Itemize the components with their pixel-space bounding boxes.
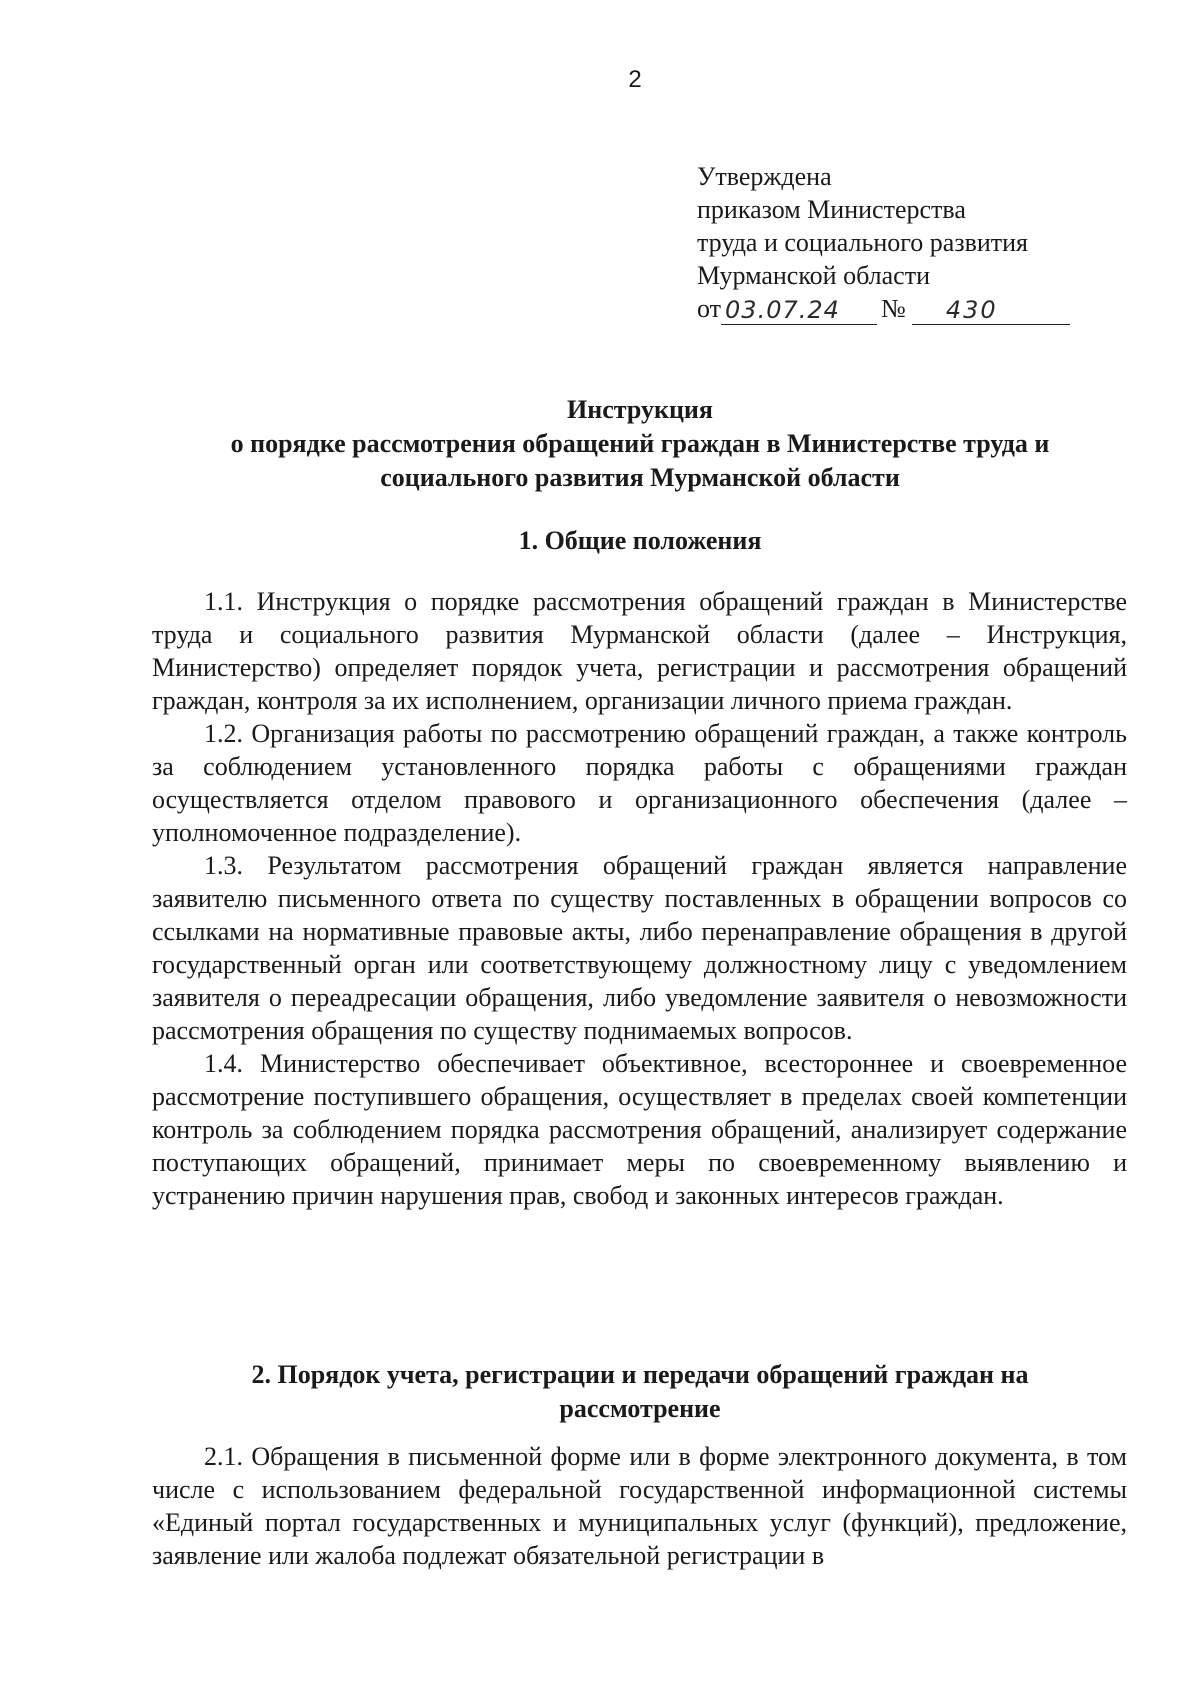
title-line: социального развития Мурманской области [380,463,900,492]
section-2-heading-line: 2. Порядок учета, регистрации и передачи обращений граждан на [251,1360,1029,1389]
approval-line: Мурманской области [697,261,930,290]
approval-stamp-block [697,160,1070,325]
date-prefix: от [697,294,722,323]
handwritten-date: 03.07.24 [721,296,877,325]
document-title [150,393,1130,495]
approval-line: Утверждена [697,162,832,191]
approval-line: приказом Министерства [697,195,966,224]
paragraph-1-1: 1.1. Инструкция о порядке рассмотрения обращений граждан в Министерстве труда и социального развития Мурманской области (далее – Инструкция, Министерство) определяет порядок учета, регистрации и рассмотрения обращений граждан, контроля за их исполнением, организации личного приема граждан. [152,587,1127,715]
paragraph-1-4: 1.4. Министерство обеспечивает объективное, всестороннее и своевременное рассмотрение поступившего обращения, осуществляет в пределах своей компетенции контроль за соблюдением порядка рассмотрения обращений, анализирует содержание поступающих обращений, принимает меры по своевременному выявлению и устранению причин нарушения прав, свобод и законных интересов граждан. [152,1049,1127,1210]
section-2-heading-line: рассмотрение [559,1394,721,1423]
number-sign: № [881,294,906,323]
page-number: 2 [628,66,642,93]
section-1-body [152,585,1127,1212]
paragraph-1-3: 1.3. Результатом рассмотрения обращений граждан является направление заявителю письменного ответа по существу поставленных в обращении вопросов со ссылками на нормативные правовые акты, либо перенаправление обращения в другой государственный орган или соответствующему должностному лицу с уведомлением заявителя о переадресации обращения, либо уведомление заявителя о невозможности рассмотрения обращения по существу поднимаемых вопросов. [152,851,1127,1045]
section-2-body [152,1440,1127,1572]
paragraph-2-1: 2.1. Обращения в письменной форме или в форме электронного документа, в том числе с использованием федеральной государственной информационной системы «Единый портал государственных и муниципальных услуг (функций), предложение, заявление или жалоба подлежат обязательной регистрации в [152,1442,1127,1570]
approval-line: труда и социального развития [697,228,1029,257]
approval-date-number-line [697,292,1070,325]
section-1-heading: 1. Общие положения [518,526,762,555]
title-line: Инструкция [567,395,713,424]
paragraph-1-2: 1.2. Организация работы по рассмотрению обращений граждан, а также контроль за соблюдением установленного порядка работы с обращениями граждан осуществляется отделом правового и организационного обеспечения (далее – уполномоченное подразделение). [152,719,1127,847]
section-2-heading [150,1358,1130,1426]
handwritten-order-number: 430 [912,296,1070,325]
title-line: о порядке рассмотрения обращений граждан в Министерстве труда и [230,429,1050,458]
